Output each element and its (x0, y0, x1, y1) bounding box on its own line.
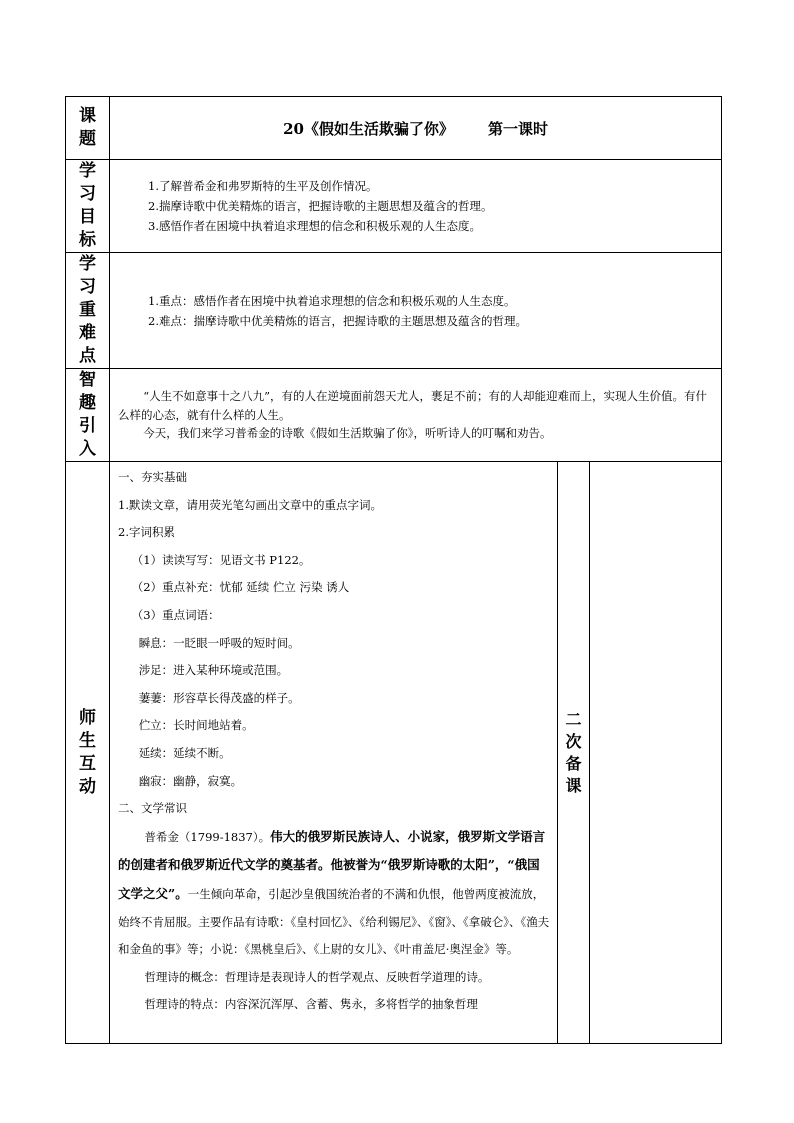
lesson-plan-table (65, 96, 722, 1044)
section-heading: 二、文学常识 (118, 801, 187, 816)
term-item: 伫立：长时间地站着。 (138, 718, 254, 733)
intro-paragraph: “人生不如意事十之八九”，有的人在逆境面前怨天尤人，裹足不前；有的人却能迎难而上，实现人生价值。有什么样的心态，就有什么样的人生。 (118, 389, 708, 422)
step-item: 1.默读文章，请用荧光笔勾画出文章中的重点字词。 (118, 497, 382, 512)
term-item: 萋萋：形容草长得茂盛的样子。 (138, 690, 300, 705)
term-item: 涉足：进入某种环境或范围。 (138, 663, 289, 678)
word-item: （2）重点补充：忧郁 延续 伫立 污染 诱人 (131, 580, 350, 595)
interaction-row (66, 462, 722, 1044)
lesson-title (110, 97, 722, 160)
goal-item: 2.揣摩诗歌中优美精炼的语言，把握诗歌的主题思想及蕴含的哲理。 (148, 199, 493, 213)
title-row (66, 97, 722, 160)
intro-row (66, 369, 722, 462)
poem-feature: 哲理诗的特点：内容深沉浑厚、含蓄、隽永，多将哲学的抽象哲理 (144, 997, 478, 1012)
title-label: 课 题 (66, 97, 110, 160)
lesson-session: 第一课时 (487, 119, 548, 138)
second-prep-notes[interactable] (590, 462, 722, 1044)
poem-concept: 哲理诗的概念：哲理诗是表现诗人的哲学观点、反映哲学道理的诗。 (144, 969, 490, 984)
pushkin-paragraph: 普希金（1799-1837）。伟大的俄罗斯民族诗人、小说家，俄罗斯文学语言的创建者和俄罗斯近代文学的奠基者。他被誉为“俄罗斯诗歌的太阳”，“俄国文学之父”。一生倾向革命，引起沙皇俄国统治者的不满和仇恨，他曾两度被流放，始终不肯屈服。主要作品有诗歌：《皇村回忆》、《给利锡尼》、《窗》、《拿破仑》、《渔夫和金鱼的事》等；小说：《黑桃皇后》、《上尉的女儿》、《叶甫盖尼·奥涅金》等。 (118, 828, 550, 957)
term-item: 延续：延续不断。 (138, 745, 231, 760)
interaction-content (110, 462, 558, 1044)
focus-item: 2.难点：揣摩诗歌中优美精炼的语言，把握诗歌的主题思想及蕴含的哲理。 (148, 313, 527, 328)
interaction-label: 师 生 互 动 (66, 462, 110, 1044)
lesson-title-text: 20《假如生活欺骗了你》 (283, 119, 454, 138)
second-prep-label: 二 次 备 课 (558, 462, 590, 1044)
goals-label: 学 习 目 标 (66, 160, 110, 253)
intro-paragraph: 今天，我们来学习普希金的诗歌《假如生活欺骗了你》，听听诗人的叮嘱和劝告。 (143, 426, 552, 441)
term-item: 幽寂：幽静，寂寞。 (138, 773, 243, 788)
intro-text (110, 369, 722, 462)
goals-row (66, 160, 722, 253)
goal-item: 3.感悟作者在困境中执着追求理想的信念和积极乐观的人生态度。 (148, 219, 481, 233)
step-item: 2.字词积累 (118, 525, 175, 540)
goal-item: 1.了解普希金和弗罗斯特的生平及创作情况。 (148, 179, 378, 193)
word-item: （3）重点词语： (131, 607, 220, 622)
goals-list (110, 160, 722, 253)
term-item: 瞬息：一眨眼一呼吸的短时间。 (138, 635, 300, 650)
focus-label: 学 习 重 难 点 (66, 253, 110, 369)
focus-item: 1.重点：感悟作者在困境中执着追求理想的信念和积极乐观的人生态度。 (148, 293, 516, 308)
focus-list (110, 253, 722, 369)
word-item: （1）读读写写：见语文书 P122。 (131, 552, 311, 567)
focus-row (66, 253, 722, 369)
intro-label: 智 趣 引 入 (66, 369, 110, 462)
section-heading: 一、夯实基础 (118, 470, 187, 484)
